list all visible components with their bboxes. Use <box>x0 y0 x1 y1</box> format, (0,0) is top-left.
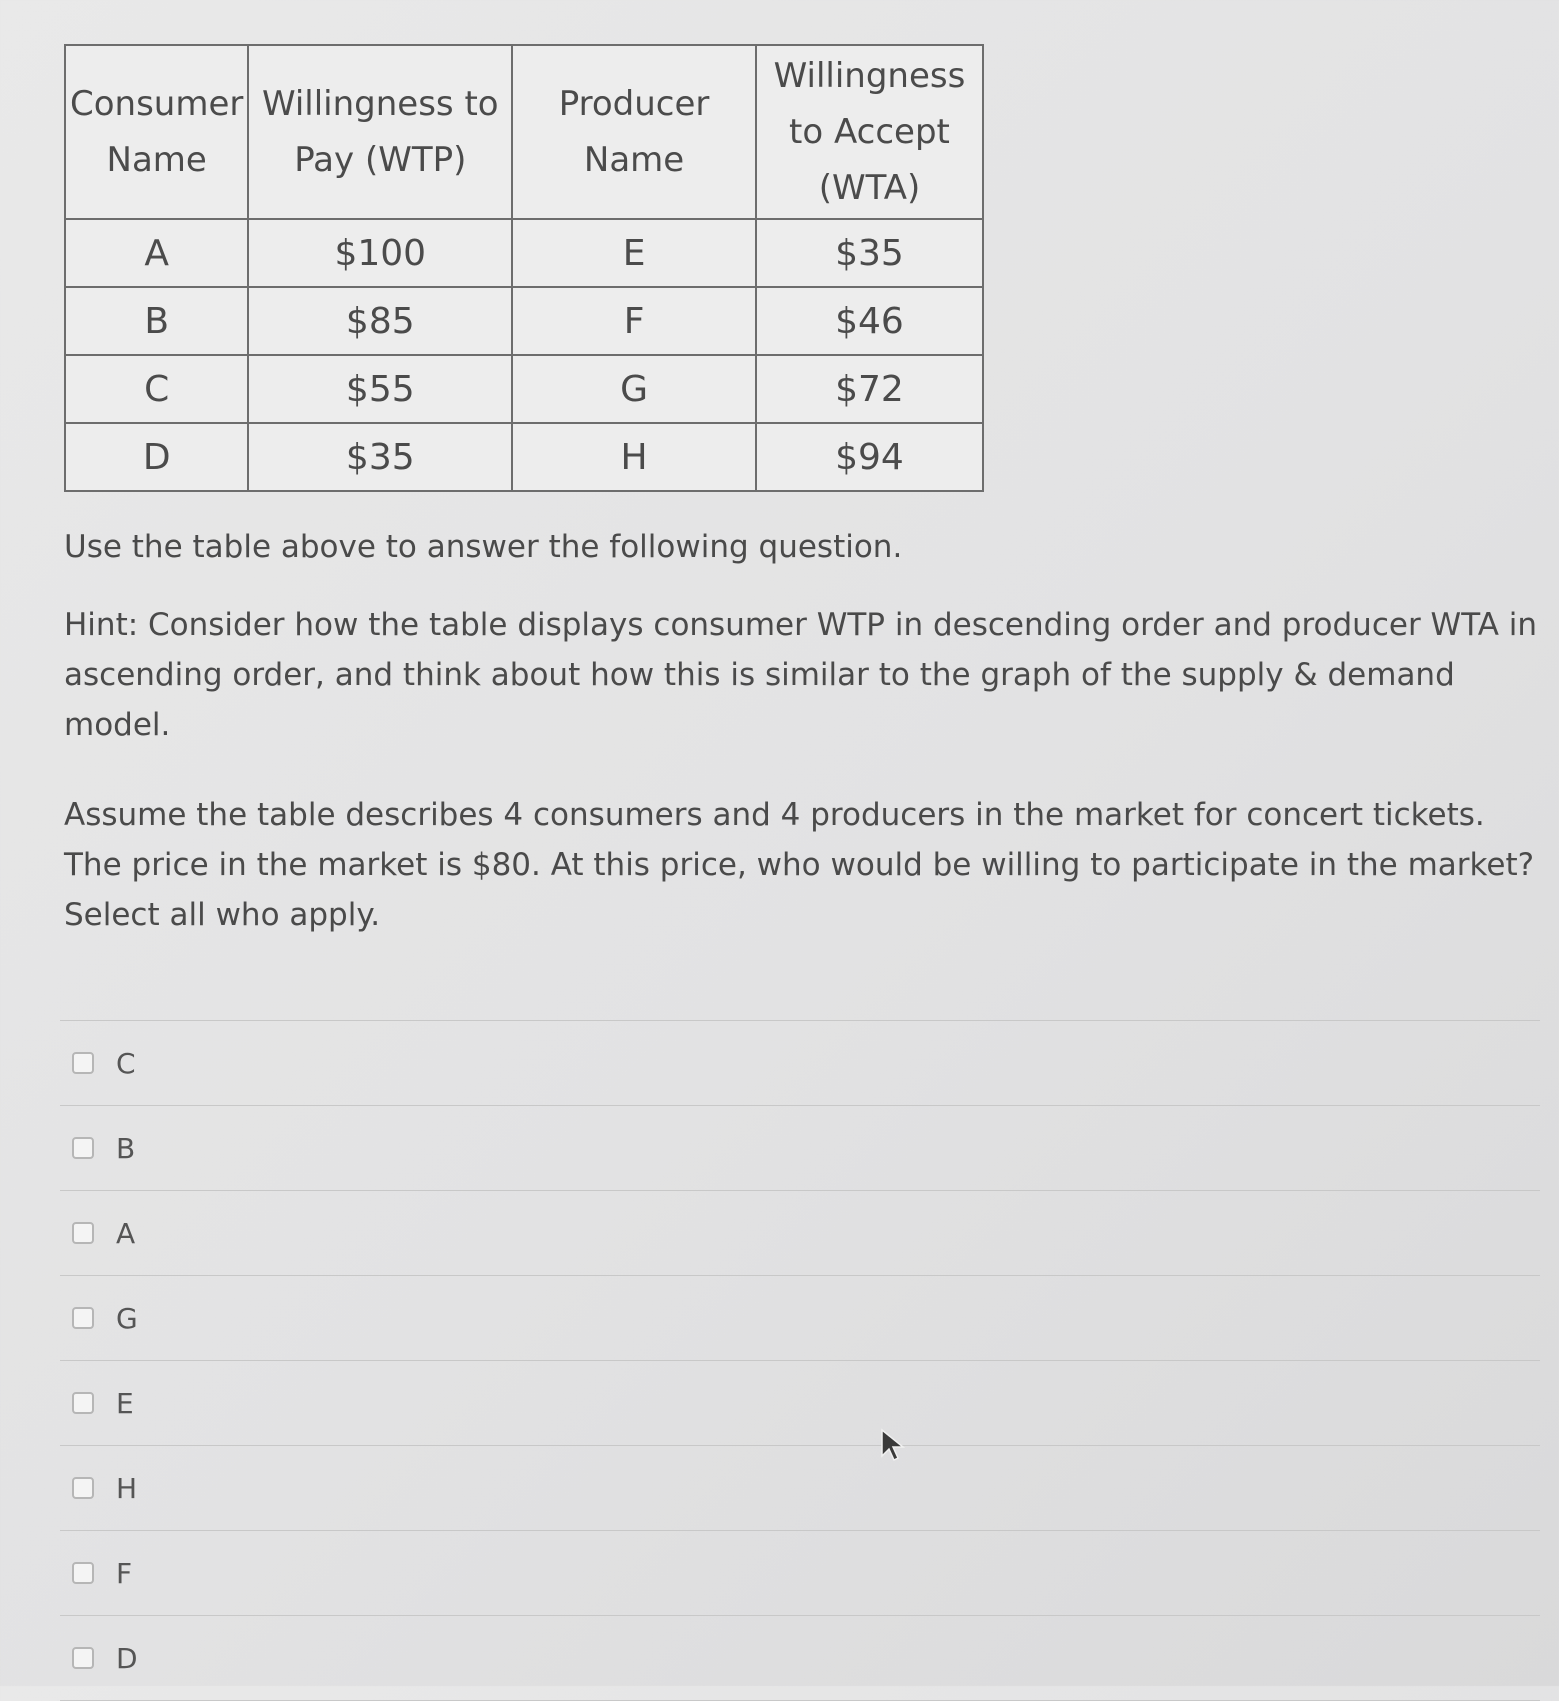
checkbox-icon[interactable] <box>72 1307 94 1329</box>
checkbox-icon[interactable] <box>72 1392 94 1414</box>
consumer-cell: D <box>65 423 248 491</box>
option-d[interactable] <box>60 1615 1540 1701</box>
option-h[interactable] <box>60 1445 1540 1530</box>
wta-cell: $94 <box>756 423 983 491</box>
checkbox-icon[interactable] <box>72 1137 94 1159</box>
option-label: G <box>116 1301 138 1335</box>
table-row <box>65 219 983 287</box>
producer-cell: E <box>512 219 756 287</box>
table-row <box>65 423 983 491</box>
wta-cell: $46 <box>756 287 983 355</box>
option-g[interactable] <box>60 1275 1540 1360</box>
header-consumer-name: Consumer Name <box>65 45 248 219</box>
consumer-cell: A <box>65 219 248 287</box>
table-row <box>65 355 983 423</box>
option-label: H <box>116 1471 138 1505</box>
hint-text: Hint: Consider how the table displays consumer WTP in descending order and producer WTA in ascending order, and think about how this is similar to the graph of the supply & demand model. <box>64 607 1538 743</box>
option-e[interactable] <box>60 1360 1540 1445</box>
answer-options <box>60 1020 1540 1701</box>
instruction-text: Use the table above to answer the following question. <box>64 529 903 565</box>
wtp-cell: $100 <box>248 219 512 287</box>
option-f[interactable] <box>60 1530 1540 1615</box>
wta-cell: $72 <box>756 355 983 423</box>
consumer-cell: C <box>65 355 248 423</box>
table-header-row <box>65 45 983 219</box>
option-a[interactable] <box>60 1190 1540 1275</box>
option-label: A <box>116 1216 136 1250</box>
question-text: Assume the table describes 4 consumers and 4 producers in the market for concert tickets. The price in the market is $80. At this price, who would be willing to participate in the market? Select all who apply. <box>64 797 1535 933</box>
option-label: E <box>116 1386 134 1420</box>
option-label: C <box>116 1046 136 1080</box>
checkbox-icon[interactable] <box>72 1052 94 1074</box>
wta-cell: $35 <box>756 219 983 287</box>
table-row <box>65 287 983 355</box>
wtp-cell: $55 <box>248 355 512 423</box>
option-label: F <box>116 1556 133 1590</box>
checkbox-icon[interactable] <box>72 1477 94 1499</box>
option-label: B <box>116 1131 136 1165</box>
option-b[interactable] <box>60 1105 1540 1190</box>
checkbox-icon[interactable] <box>72 1647 94 1669</box>
checkbox-icon[interactable] <box>72 1562 94 1584</box>
producer-cell: H <box>512 423 756 491</box>
option-label: D <box>116 1641 138 1675</box>
header-producer-name: Producer Name <box>512 45 756 219</box>
checkbox-icon[interactable] <box>72 1222 94 1244</box>
wtp-cell: $35 <box>248 423 512 491</box>
producer-cell: F <box>512 287 756 355</box>
wtp-cell: $85 <box>248 287 512 355</box>
header-wtp: Willingness to Pay (WTP) <box>248 45 512 219</box>
option-c[interactable] <box>60 1020 1540 1105</box>
producer-cell: G <box>512 355 756 423</box>
consumer-cell: B <box>65 287 248 355</box>
wtp-wta-table <box>64 44 984 492</box>
header-wta: Willingness to Accept (WTA) <box>756 45 983 219</box>
